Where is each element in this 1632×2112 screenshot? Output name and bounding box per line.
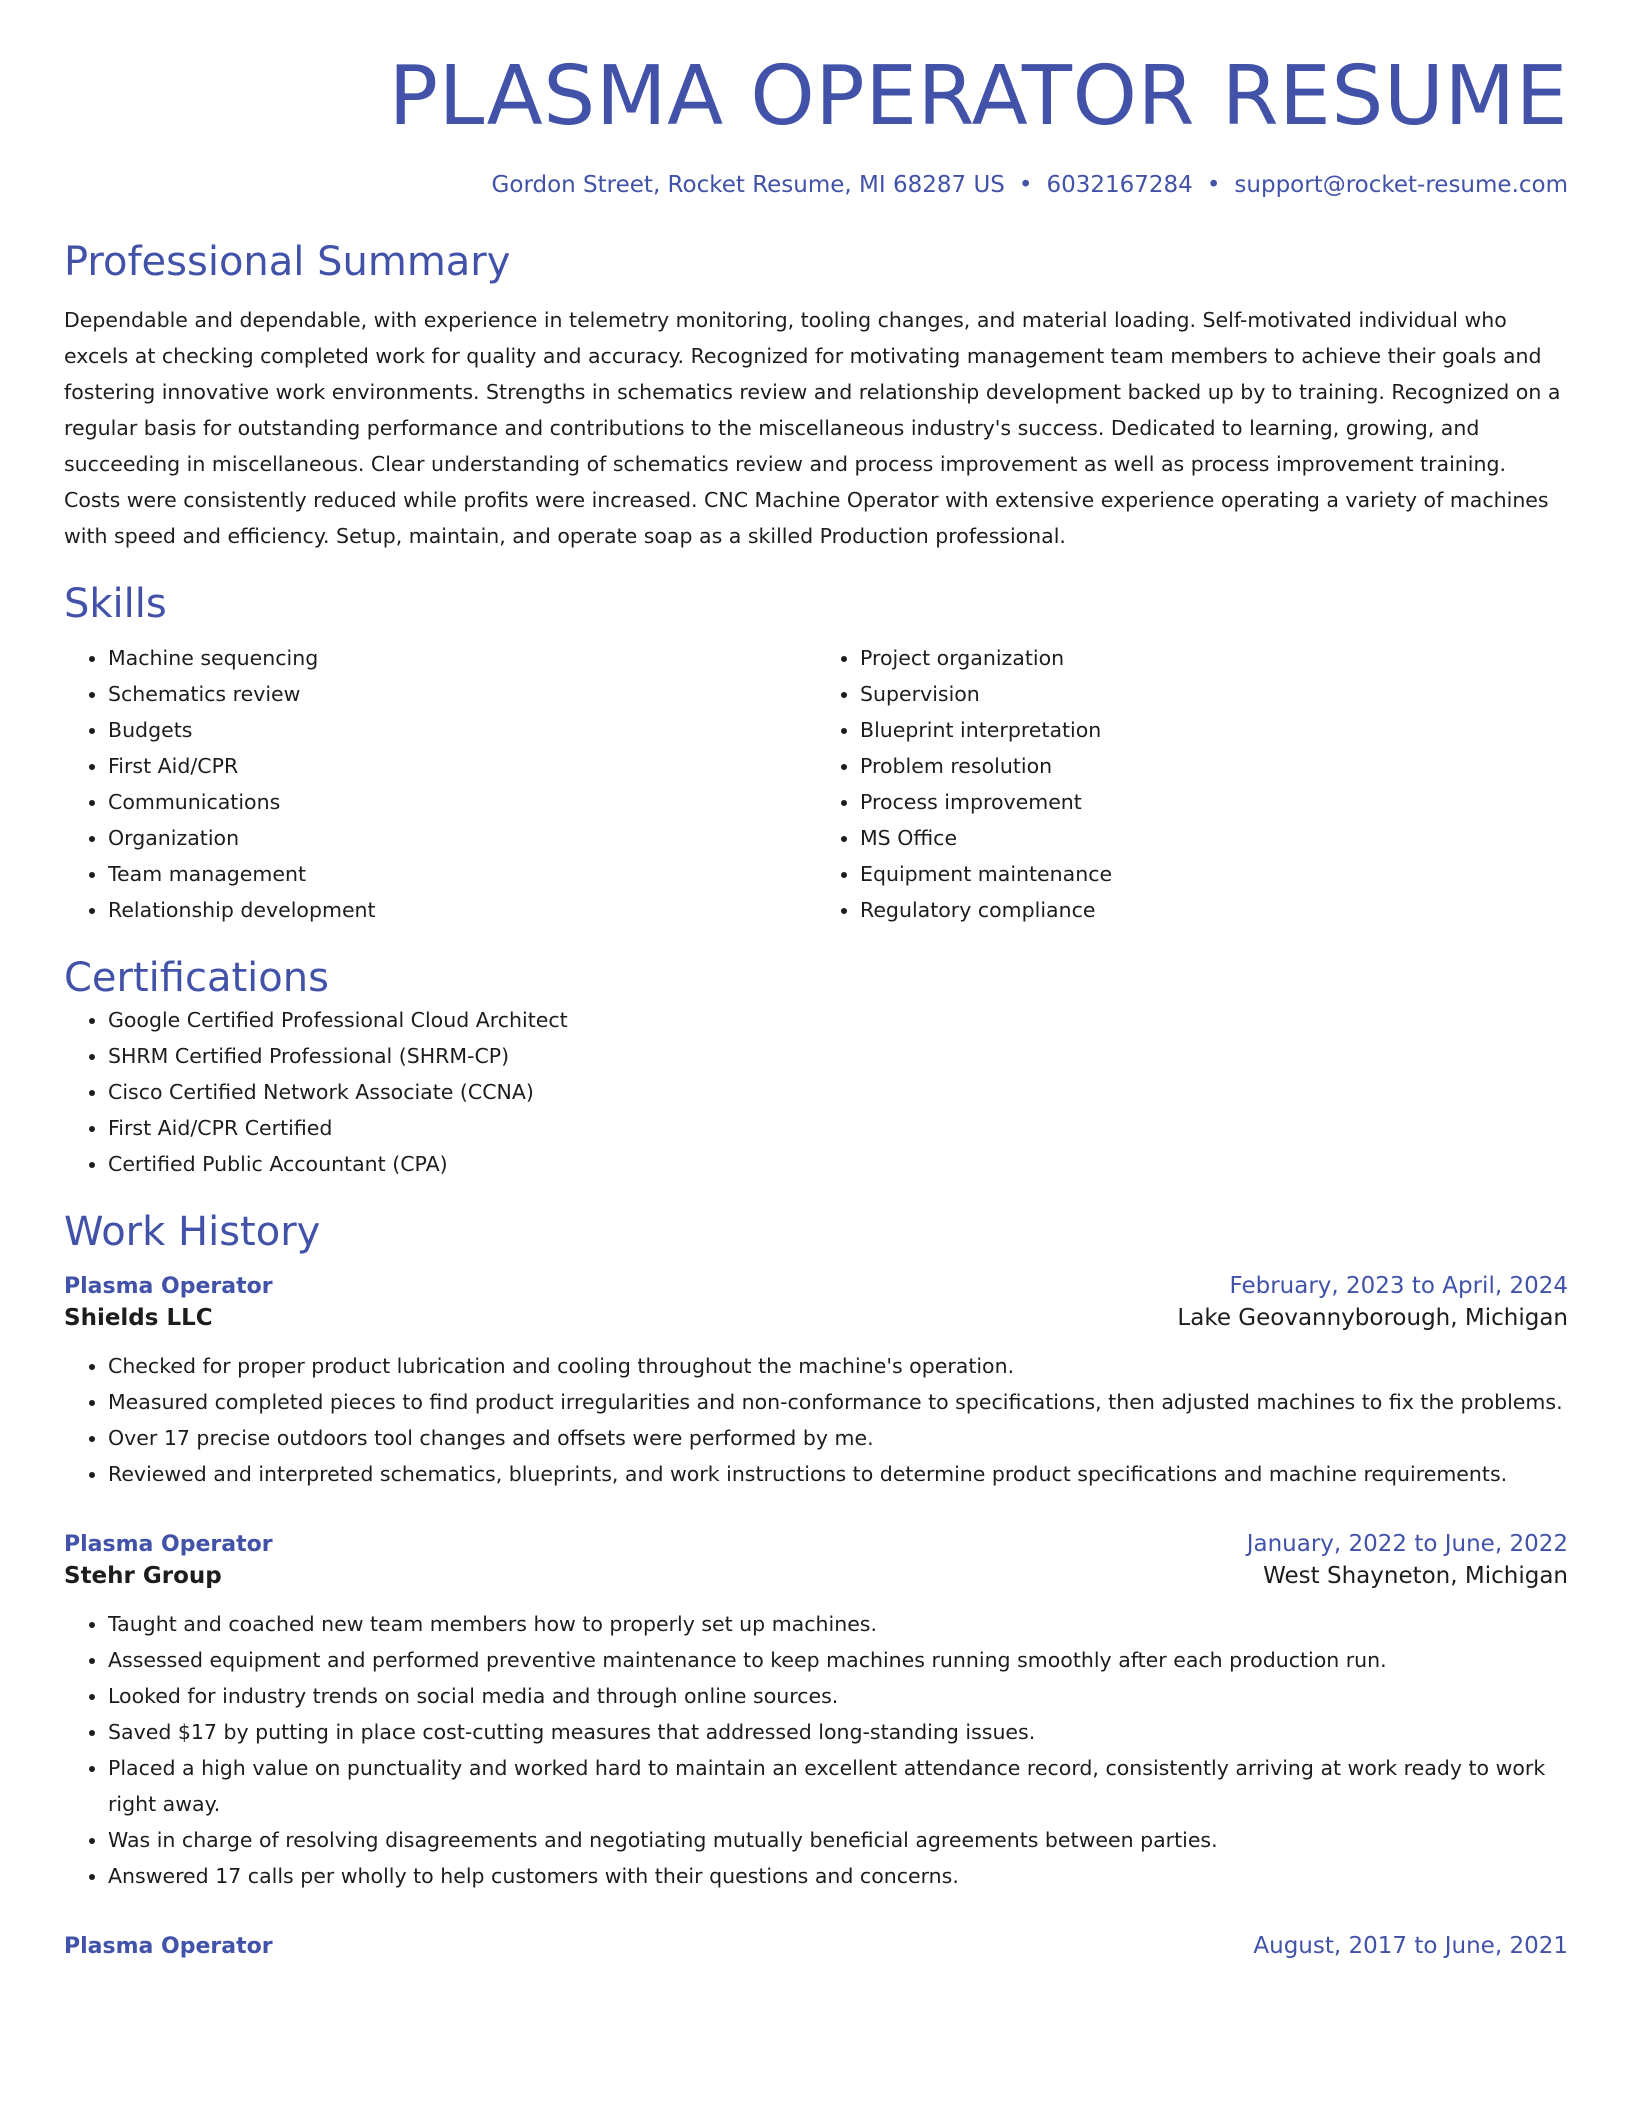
skill-item: • Blueprint interpretation xyxy=(860,712,1568,748)
certification-item: • Google Certified Professional Cloud Architect xyxy=(108,1002,1568,1038)
job-company-row xyxy=(64,1302,1568,1334)
job-dates: January, 2022 to June, 2022 xyxy=(1246,1530,1568,1557)
contact-address: Gordon Street, Rocket Resume, MI 68287 US xyxy=(491,172,1005,199)
job-title: Plasma Operator xyxy=(64,1934,273,1960)
job-dates: February, 2023 to April, 2024 xyxy=(1229,1272,1568,1299)
skills-list-left xyxy=(64,640,816,928)
skill-item: • Budgets xyxy=(108,712,816,748)
job-title-row xyxy=(64,1530,1568,1560)
contact-line xyxy=(64,172,1568,200)
skill-item: • Machine sequencing xyxy=(108,640,816,676)
skill-item: • Regulatory compliance xyxy=(860,892,1568,928)
job-bullet: • Looked for industry trends on social media and through online sources. xyxy=(108,1678,1568,1714)
job-company: Shields LLC xyxy=(64,1304,213,1331)
job-entry xyxy=(64,1932,1568,1962)
skill-item: • Schematics review xyxy=(108,676,816,712)
certifications-heading: Certifications xyxy=(64,954,329,1001)
skill-item: • Relationship development xyxy=(108,892,816,928)
skills-section xyxy=(64,580,1568,928)
skill-item: • MS Office xyxy=(860,820,1568,856)
job-bullet: • Reviewed and interpreted schematics, blueprints, and work instructions to determine product specifications and machine requirements. xyxy=(108,1456,1568,1492)
skill-item: • Communications xyxy=(108,784,816,820)
job-bullet: • Answered 17 calls per wholly to help customers with their questions and concerns. xyxy=(108,1858,1568,1894)
job-entry xyxy=(64,1530,1568,1894)
skills-list-right xyxy=(816,640,1568,928)
skills-heading: Skills xyxy=(64,580,167,627)
work-history-section xyxy=(64,1208,1568,1962)
skill-item: • Process improvement xyxy=(860,784,1568,820)
contact-email[interactable]: support@rocket-resume.com xyxy=(1234,172,1568,199)
job-title: Plasma Operator xyxy=(64,1273,273,1299)
contact-separator: • xyxy=(1206,172,1221,199)
contact-separator: • xyxy=(1018,172,1033,199)
job-bullet: • Over 17 precise outdoors tool changes and offsets were performed by me. xyxy=(108,1420,1568,1456)
contact-phone: 6032167284 xyxy=(1046,172,1193,199)
job-company-row xyxy=(64,1560,1568,1592)
resume-header xyxy=(64,50,1568,200)
certification-item: • SHRM Certified Professional (SHRM-CP) xyxy=(108,1038,1568,1074)
certification-item: • Certified Public Accountant (CPA) xyxy=(108,1146,1568,1182)
job-location: Lake Geovannyborough, Michigan xyxy=(1177,1304,1568,1331)
job-title-row xyxy=(64,1932,1568,1962)
job-entry xyxy=(64,1272,1568,1492)
skill-item: • Equipment maintenance xyxy=(860,856,1568,892)
job-bullet: • Was in charge of resolving disagreements and negotiating mutually beneficial agreements between parties. xyxy=(108,1822,1568,1858)
certification-item: • Cisco Certified Network Associate (CCNA) xyxy=(108,1074,1568,1110)
skill-item: • Organization xyxy=(108,820,816,856)
job-bullet: • Placed a high value on punctuality and worked hard to maintain an excellent attendance record, consistently arriving at work ready to work right away. xyxy=(108,1750,1568,1822)
skills-grid xyxy=(64,640,1568,928)
skill-item: • Problem resolution xyxy=(860,748,1568,784)
job-title-row xyxy=(64,1272,1568,1302)
summary-heading: Professional Summary xyxy=(64,238,511,285)
skill-item: • First Aid/CPR xyxy=(108,748,816,784)
skill-item: • Supervision xyxy=(860,676,1568,712)
certifications-list xyxy=(64,1002,1568,1182)
job-location: West Shayneton, Michigan xyxy=(1263,1562,1568,1589)
job-bullet: • Assessed equipment and performed preventive maintenance to keep machines running smoothly after each production run. xyxy=(108,1642,1568,1678)
resume-title: PLASMA OPERATOR RESUME xyxy=(388,49,1568,144)
job-company: Stehr Group xyxy=(64,1562,222,1589)
job-title: Plasma Operator xyxy=(64,1531,273,1557)
summary-text: Dependable and dependable, with experience in telemetry monitoring, tooling changes, and material loading. Self-motivated individual who excels at checking completed work for quality and accuracy. Recognized for motivating management team members to achieve their goals and fostering innovative work environments. Strengths in schematics review and relationship development backed up by to training. Recognized on a regular basis for outstanding performance and contributions to the miscellaneous industry's success. Dedicated to learning, growing, and succeeding in miscellaneous. Clear understanding of schematics review and process improvement as well as process improvement training. Costs were consistently reduced while profits were increased. CNC Machine Operator with extensive experience operating a variety of machines with speed and efficiency. Setup, maintain, and operate soap as a skilled Production professional. xyxy=(64,307,1561,548)
skill-item: • Project organization xyxy=(860,640,1568,676)
work-history-heading: Work History xyxy=(64,1208,321,1255)
job-bullet: • Saved $17 by putting in place cost-cutting measures that addressed long-standing issues. xyxy=(108,1714,1568,1750)
job-bullet: • Measured completed pieces to find product irregularities and non-conformance to specifications, then adjusted machines to fix the problems. xyxy=(108,1384,1568,1420)
certifications-section xyxy=(64,954,1568,1182)
job-bullets xyxy=(64,1606,1568,1894)
certification-item: • First Aid/CPR Certified xyxy=(108,1110,1568,1146)
job-bullet: • Taught and coached new team members how to properly set up machines. xyxy=(108,1606,1568,1642)
summary-section xyxy=(64,238,1568,554)
skill-item: • Team management xyxy=(108,856,816,892)
job-bullets xyxy=(64,1348,1568,1492)
job-bullet: • Checked for proper product lubrication and cooling throughout the machine's operation. xyxy=(108,1348,1568,1384)
job-dates: August, 2017 to June, 2021 xyxy=(1253,1933,1568,1960)
